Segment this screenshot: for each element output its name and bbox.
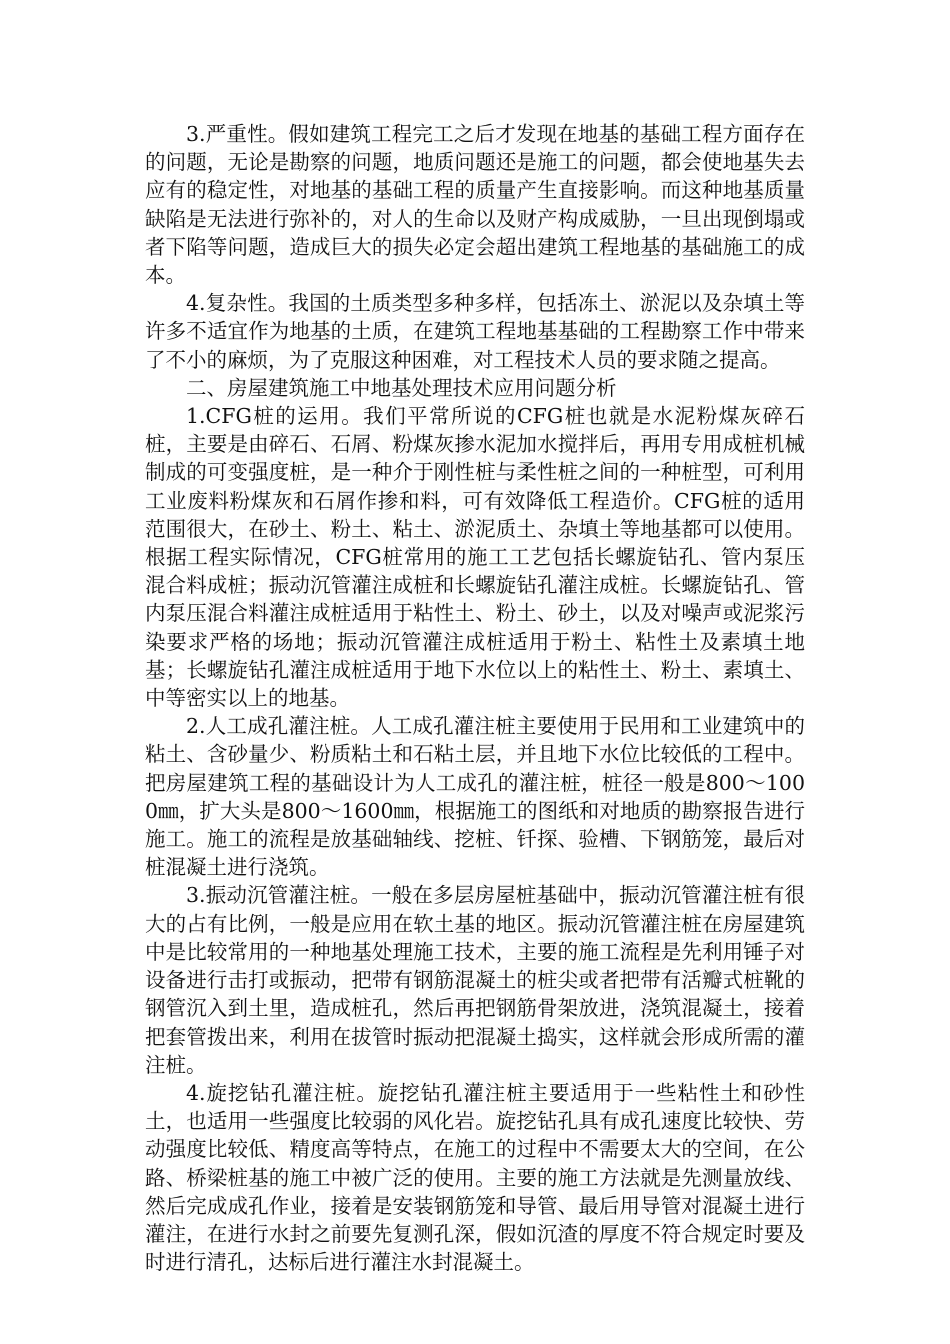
section-heading: 二、房屋建筑施工中地基处理技术应用问题分析 bbox=[186, 375, 617, 400]
paragraph-cfg-pile: 1.CFG桩的运用。我们平常所说的CFG桩也就是水泥粉煤灰碎石桩，主要是由碎石、石屑、粉煤灰掺水泥加水搅拌后，再用专用成桩机械制成的可变强度桩，是一种介于刚性桩与柔性桩之间的一种桩型，可利用工业废料粉煤灰和石屑作掺和料，可有效降低工程造价。CFG桩的适用范围很大，在砂土、粉土、粘土、淤泥质土、杂填土等地基都可以使用。根据工程实际情况，CFG桩常用的施工工艺包括长螺旋钻孔、管内泵压混合料成桩；振动沉管灌注成桩和长螺旋钻孔灌注成桩。长螺旋钻孔、管内泵压混合料灌注成桩适用于粘性土、粉土、砂土，以及对噪声或泥浆污染要求严格的场地；振动沉管灌注成桩适用于粉土、粘性土及素填土地基；长螺旋钻孔灌注成桩适用于地下水位以上的粘性土、粉土、素填土、中等密实以上的地基。 bbox=[145, 404, 805, 711]
paragraph-manual-bored-pile: 2.人工成孔灌注桩。人工成孔灌注桩主要使用于民用和工业建筑中的粘土、含砂量少、粉质粘土和石粘土层，并且地下水位比较低的工程中。把房屋建筑工程的基础设计为人工成孔的灌注桩，桩径一般是800～1000㎜，扩大头是800～1600㎜，根据施工的图纸和对地质的勘察报告进行施工。施工的流程是放基础轴线、挖桩、钎探、验槽、下钢筋笼，最后对桩混凝土进行浇筑。 bbox=[145, 714, 805, 880]
document-page bbox=[145, 120, 805, 1276]
paragraph-complexity: 4.复杂性。我国的土质类型多种多样，包括冻土、淤泥以及杂填土等许多不适宜作为地基的土质，在建筑工程地基基础的工程勘察工作中带来了不小的麻烦，为了克服这种困难，对工程技术人员的要求随之提高。 bbox=[145, 291, 805, 372]
paragraph-rotary-bored-pile: 4.旋挖钻孔灌注桩。旋挖钻孔灌注桩主要适用于一些粘性土和砂性土，也适用一些强度比较弱的风化岩。旋挖钻孔具有成孔速度比较快、劳动强度比较低、精度高等特点，在施工的过程中不需要太大的空间，在公路、桥梁桩基的施工中被广泛的使用。主要的施工方法就是先测量放线、然后完成成孔作业，接着是安装钢筋笼和导管、最后用导管对混凝土进行灌注，在进行水封之前要先复测孔深，假如沉渣的厚度不符合规定时要及时进行清孔，达标后进行灌注水封混凝土。 bbox=[145, 1080, 805, 1275]
paragraph-severity: 3.严重性。假如建筑工程完工之后才发现在地基的基础工程方面存在的问题，无论是勘察的问题，地质问题还是施工的问题，都会使地基失去应有的稳定性，对地基的基础工程的质量产生直接影响。而这种地基质量缺陷是无法进行弥补的，对人的生命以及财产构成威胁，一旦出现倒塌或者下陷等问题，造成巨大的损失必定会超出建筑工程地基的基础施工的成本。 bbox=[145, 122, 805, 288]
paragraph-vibro-sunk-pile: 3.振动沉管灌注桩。一般在多层房屋桩基础中，振动沉管灌注桩有很大的占有比例，一般是应用在软土基的地区。振动沉管灌注桩在房屋建筑中是比较常用的一种地基处理施工技术，主要的施工流程是先利用锤子对设备进行击打或振动，把带有钢筋混凝土的桩尖或者把带有活瓣式桩靴的钢管沉入到土里，造成桩孔，然后再把钢筋骨架放进，浇筑混凝土，接着把套管拨出来，利用在拔管时振动把混凝土捣实，这样就会形成所需的灌注桩。 bbox=[145, 883, 805, 1077]
